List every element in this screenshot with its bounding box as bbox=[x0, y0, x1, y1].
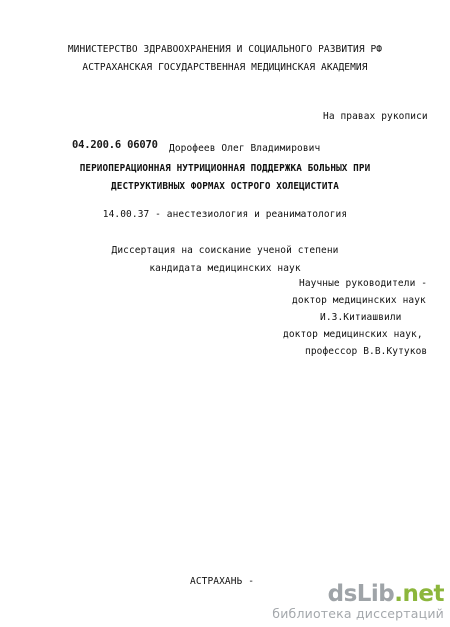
dslib-watermark bbox=[254, 582, 444, 621]
city-name: АСТРАХАНЬ - bbox=[190, 576, 255, 587]
watermark-caption: библиотека диссертаций bbox=[272, 606, 444, 621]
supervisor1-name: И.З.Китиашвили bbox=[320, 312, 402, 323]
degree-line2: кандидата медицинских наук bbox=[149, 263, 301, 274]
supervisor1-degree: доктор медицинских наук bbox=[292, 295, 426, 306]
archive-stamp: 04.200.6 06070 bbox=[72, 139, 158, 151]
supervisor2-name: профессор В.В.Кутуков bbox=[305, 346, 428, 357]
degree-line1: Диссертация на соискание ученой степени bbox=[111, 245, 339, 256]
supervisor2-degree: доктор медицинских наук, bbox=[283, 329, 423, 340]
thesis-title-line1: ПЕРИОПЕРАЦИОННАЯ НУТРИЦИОННАЯ ПОДДЕРЖКА БОЛЬНЫХ ПРИ bbox=[79, 163, 371, 174]
academy-name: АСТРАХАНСКАЯ ГОСУДАРСТВЕННАЯ МЕДИЦИНСКАЯ АКАДЕМИЯ bbox=[82, 62, 368, 73]
author-name: Дорофеев Олег Владимирович bbox=[169, 143, 321, 154]
dslib-logo: dsLib.net bbox=[327, 581, 444, 607]
rights-note: На правах рукописи bbox=[323, 111, 428, 122]
supervisors-heading: Научные руководители - bbox=[299, 278, 428, 289]
specialty-code: 14.00.37 - анестезиология и реаниматология bbox=[102, 209, 348, 220]
thesis-title-line2: ДЕСТРУКТИВНЫХ ФОРМАХ ОСТРОГО ХОЛЕЦИСТИТА bbox=[111, 181, 339, 192]
ministry-name: МИНИСТЕРСТВО ЗДРАВООХРАНЕНИЯ И СОЦИАЛЬНОГО РАЗВИТИЯ РФ bbox=[67, 44, 383, 55]
